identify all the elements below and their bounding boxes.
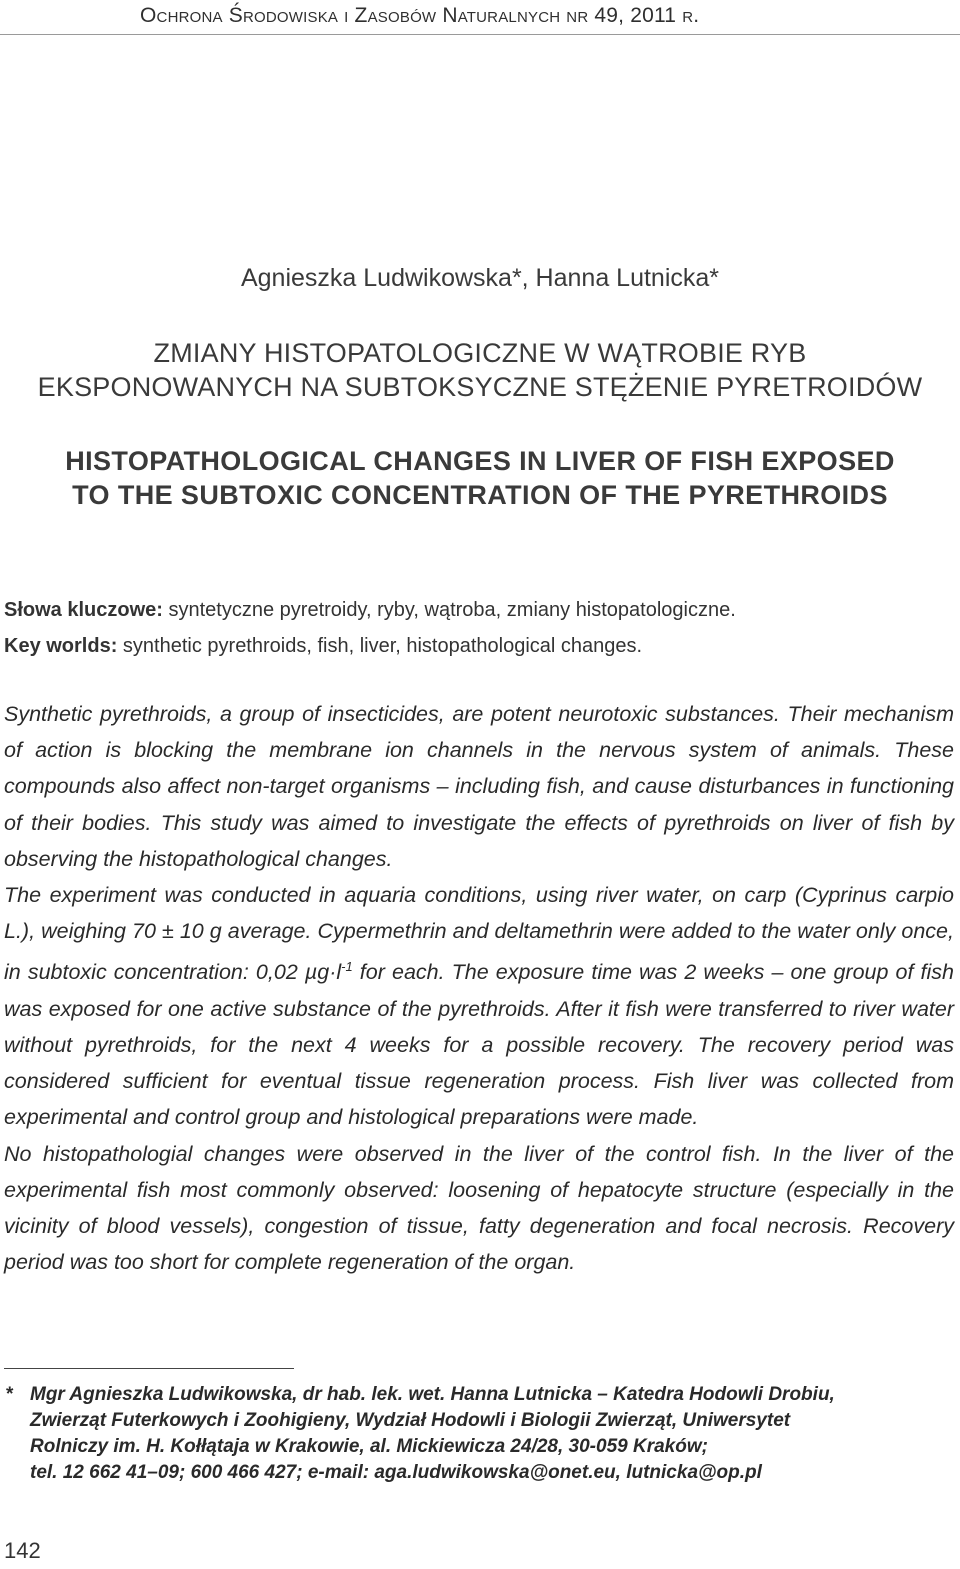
- footnote-line: Mgr Agnieszka Ludwikowska, dr hab. lek. wet. Hanna Lutnicka – Katedra Hodowli Drobiu,: [30, 1384, 835, 1405]
- abstract: [4, 696, 954, 1280]
- keywords-english-text: synthetic pyrethroids, fish, liver, histopathological changes.: [122, 635, 643, 657]
- keywords-polish-text: syntetyczne pyretroidy, ryby, wątroba, zmiany histopatologiczne.: [168, 599, 736, 621]
- footnote-marker: *: [6, 1384, 14, 1405]
- title-polish: [0, 336, 960, 404]
- abstract-paragraph-3: No histopathologial changes were observed in the liver of the control fish. In the liver of the experimental fish most commonly observed: loosening of hepatocyte structure (especially in the vicinity of blood vessels), congestion of tissue, fatty degeneration and focal necrosis. Recovery period was too short for complete regeneration of the organ.: [4, 1141, 954, 1275]
- title-english: [0, 444, 960, 512]
- footnote-rule: [4, 1368, 294, 1369]
- keywords-polish: [4, 592, 954, 628]
- footnote-line: Zwierząt Futerkowych i Zoohigieny, Wydział Hodowli i Biologii Zwierząt, Uniwersytet: [30, 1410, 791, 1431]
- keywords-block: [4, 592, 954, 664]
- header-rule: [0, 34, 960, 35]
- footnote: [6, 1382, 946, 1486]
- footnote-line: Rolniczy im. H. Kołłątaja w Krakowie, al. Mickiewicza 24/28, 30-059 Kraków;: [30, 1436, 708, 1457]
- footnote-line: tel. 12 662 41–09; 600 466 427; e-mail: aga.ludwikowska@onet.eu, lutnicka@op.pl: [30, 1462, 762, 1483]
- title-polish-line: EKSPONOWANYCH NA SUBTOKSYCZNE STĘŻENIE PYRETROIDÓW: [37, 372, 923, 402]
- authors: Agnieszka Ludwikowska*, Hanna Lutnicka*: [240, 264, 720, 292]
- abstract-paragraph-2-part-a: The experiment was conducted in aquaria conditions, using river water, on carp (Cyprinus carpio L.), weighing 70 ± 10 g average. Cypermethrin and deltamethrin were added to the water only once, in subtoxic concentration: 0,02 µg·l: [4, 883, 954, 985]
- journal-title: Ochrona Środowiska i Zasobów Naturalnych nr 49, 2011 r.: [140, 4, 700, 27]
- title-english-line: TO THE SUBTOXIC CONCENTRATION OF THE PYRETHROIDS: [72, 480, 888, 510]
- page-number: 142: [4, 1538, 41, 1563]
- unit-exponent: -1: [341, 959, 353, 975]
- running-header: [140, 4, 699, 28]
- keywords-polish-label: Słowa kluczowe:: [4, 599, 163, 621]
- abstract-paragraph-1: Synthetic pyrethroids, a group of insecticides, are potent neurotoxic substances. Their mechanism of action is blocking the membrane ion channels in the nervous system of animals. These compounds also affect non-target organisms – including fish, and cause disturbances in functioning of their bodies. This study was aimed to investigate the effects of pyrethroids on liver of fish by observing the histopathological changes.: [4, 702, 954, 871]
- keywords-english-label: Key worlds:: [4, 635, 118, 657]
- title-polish-line: ZMIANY HISTOPATOLOGICZNE W WĄTROBIE RYB: [153, 338, 807, 368]
- title-english-line: HISTOPATHOLOGICAL CHANGES IN LIVER OF FISH EXPOSED: [65, 446, 895, 476]
- keywords-english: [4, 628, 954, 664]
- abstract-paragraph-2: [4, 877, 954, 1136]
- footnote-text: [30, 1382, 946, 1486]
- abstract-paragraph-2-part-b: for each. The exposure time was 2 weeks – one group of fish was exposed for one active substance of the pyrethroids. After it fish were transferred to river water without pyrethroids, for the next 4 weeks for a possible recovery. The recovery period was considered sufficient for eventual tissue regeneration process. Fish liver was collected from experimental and control group and histological preparations were made.: [4, 960, 955, 1130]
